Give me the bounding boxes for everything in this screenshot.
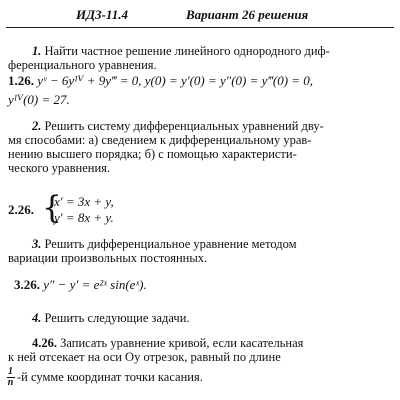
task1-eq-cont: yᴵⱽ(0) = 27. [8, 92, 70, 107]
task2-eq2: y′ = 8x + y. [54, 210, 114, 225]
task4-line: Решить следующие задачи. [44, 311, 190, 325]
task2-number: 2. [32, 119, 42, 133]
task2-eq1: x′ = 3x + y, [54, 194, 114, 209]
task1-number: 1. [32, 44, 42, 58]
task426-line3: -й сумме координат точки касания. [17, 370, 203, 384]
task2-text-l4 [8, 161, 392, 175]
task3-label: 3.26. [14, 277, 40, 292]
task426-text-l2 [8, 350, 392, 364]
task3-text-l2 [8, 251, 392, 265]
task1-text [8, 44, 392, 58]
task1-line1: Найти частное решение линейного однородного диф- [44, 44, 330, 58]
task2-label: 2.26. [8, 202, 34, 217]
task3-line1: Решить дифференциальное уравнение методом [44, 237, 297, 251]
task2-text [8, 119, 392, 133]
task426-label: 4.26. [32, 336, 57, 350]
task3-equation [14, 277, 147, 292]
task2-line1: Решить систему дифференциальных уравнений дву- [44, 119, 324, 133]
task2-line3: нению высшего порядка; б) с помощью характеристи- [8, 147, 297, 161]
header-variant: Вариант 26 решения [186, 7, 309, 22]
task2-label-wrap [8, 202, 34, 217]
task426-line2: к ней отсекает на оси Oy отрезок, равный по длине [8, 350, 281, 364]
task426-text-l3 [17, 370, 392, 384]
task2-text-l2 [8, 133, 392, 147]
task4-text [8, 311, 392, 325]
task3-line2: вариации произвольных постоянных. [8, 251, 208, 265]
task1-label: 1.26. [8, 73, 34, 88]
task1-eq: yᵛ − 6yᴵⱽ + 9y‴ = 0, y(0) = y′(0) = y″(0) = y‴(0) = 0, [37, 73, 314, 88]
task426-text [8, 336, 392, 350]
task2-text-l3 [8, 147, 392, 161]
task1-line2: ференциального уравнения. [8, 58, 157, 72]
fraction-denominator: n [7, 377, 14, 388]
fraction-numerator: 1 [8, 366, 13, 377]
fraction-one-over-n [6, 367, 15, 388]
task1-equation-cont [8, 92, 70, 107]
task1-equation [8, 73, 313, 88]
task3-number: 3. [32, 237, 42, 251]
header-rule [6, 27, 394, 28]
task1-text-cont [8, 58, 392, 72]
task426-line1: Записать уравнение кривой, если касательная [60, 336, 304, 350]
task2-line2: мя способами: а) сведением к дифференциальному урав- [8, 133, 312, 147]
task3-eq: y″ − y′ = e²ˣ sin(eˣ). [43, 277, 147, 292]
task4-number: 4. [32, 311, 42, 325]
task3-text [8, 237, 392, 251]
header-title: ИДЗ-11.4 [76, 7, 128, 22]
task2-line4: ческого уравнения. [8, 161, 111, 175]
system-brace: { [42, 190, 62, 226]
